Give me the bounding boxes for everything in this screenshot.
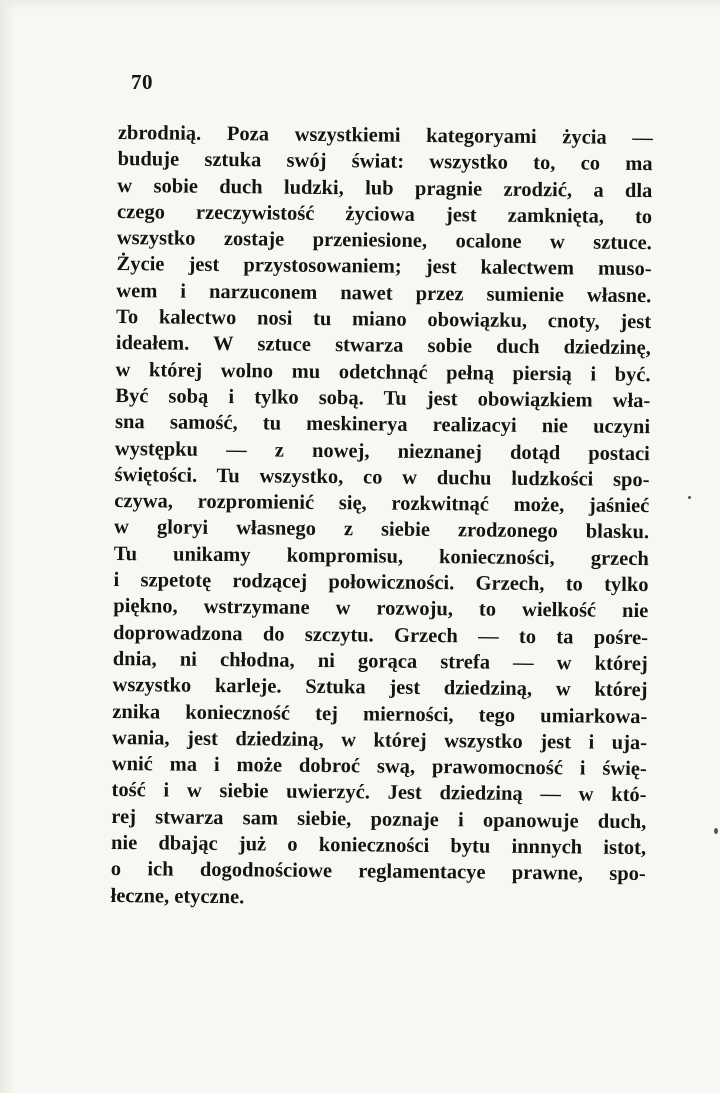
- text-line: wnić ma i może dobroć swą, prawomocność i świę-: [111, 753, 647, 781]
- text-line: sna samość, tu meskinerya realizacyi nie uczyni: [114, 411, 651, 439]
- text-line: ideałem. W sztuce stwarza sobie duch dziedzinę,: [115, 332, 651, 360]
- text-line: Życie jest przystosowaniem; jest kalectwem muso-: [116, 253, 652, 281]
- text-line: nie dbając już o konieczności bytu innnych istot,: [110, 831, 647, 860]
- text-line: doprowadzona do szczytu. Grzech — to ta pośre-: [112, 621, 649, 649]
- text-line: To kalectwo nosi tu miano obowiązku, cnoty, jest: [116, 306, 652, 334]
- body-text: [110, 120, 653, 914]
- text-line: i szpetotę rodzącej połowiczności. Grzech, to tylko: [113, 569, 649, 597]
- scan-speck: [688, 496, 691, 499]
- text-line: zbrodnią. Poza wszystkiemi kategoryami życia —: [117, 121, 653, 150]
- text-line: tość i w siebie uwierzyć. Jest dziedziną — w któ-: [111, 779, 647, 807]
- scan-shadow-left: [0, 0, 14, 1093]
- scan-shadow-top: [0, 0, 720, 10]
- text-line: dnia, ni chłodna, ni gorąca strefa — w której: [112, 647, 648, 676]
- text-line: w której wolno mu odetchnąć pełną piersią i być.: [115, 358, 651, 386]
- text-line: łeczne, etyczne.: [110, 884, 245, 908]
- text-line: występku — z nowej, nieznanej dotąd postaci: [114, 437, 650, 465]
- text-line: Być sobą i tylko sobą. Tu jest obowiązkiem wła-: [115, 384, 651, 413]
- text-line: świętości. Tu wszystko, co w duchu ludzkości spo-: [114, 463, 650, 491]
- text-line: znika konieczność tej mierności, tego umiarkowa-: [112, 700, 648, 728]
- scan-speck: [714, 828, 718, 834]
- text-line: w sobie duch ludzki, lub pragnie zrodzić, a dla: [117, 174, 653, 202]
- text-line: buduje sztuka swój świat: wszystko to, co ma: [117, 148, 653, 176]
- text-line: Tu unikamy kompromisu, konieczności, grzech: [113, 542, 649, 570]
- text-line: w gloryi własnego z siebie zrodzonego blasku.: [113, 516, 650, 544]
- text-line: wszystko karleje. Sztuka jest dziedziną, w której: [112, 674, 648, 702]
- text-line: czego rzeczywistość życiowa jest zamknięta, to: [117, 200, 653, 229]
- text-line: wem i narzuconem nawet przez sumienie własne.: [116, 279, 652, 307]
- text-line: o ich dogodnościowe reglamentacye prawne, spo-: [110, 858, 646, 886]
- text-line: wania, jest dziedziną, w której wszystko jest i uja-: [111, 726, 648, 754]
- text-line: wszystko zostaje przeniesione, ocalone w sztuce.: [116, 227, 652, 255]
- page-number: 70: [131, 70, 153, 94]
- text-line: rej stwarza sam siebie, poznaje i opanowuje duch,: [111, 805, 647, 833]
- text-line: czywa, rozpromienić się, rozkwitnąć może, jaśnieć: [114, 490, 650, 518]
- text-line: piękno, wstrzymane w rozwoju, to wielkość nie: [113, 595, 649, 623]
